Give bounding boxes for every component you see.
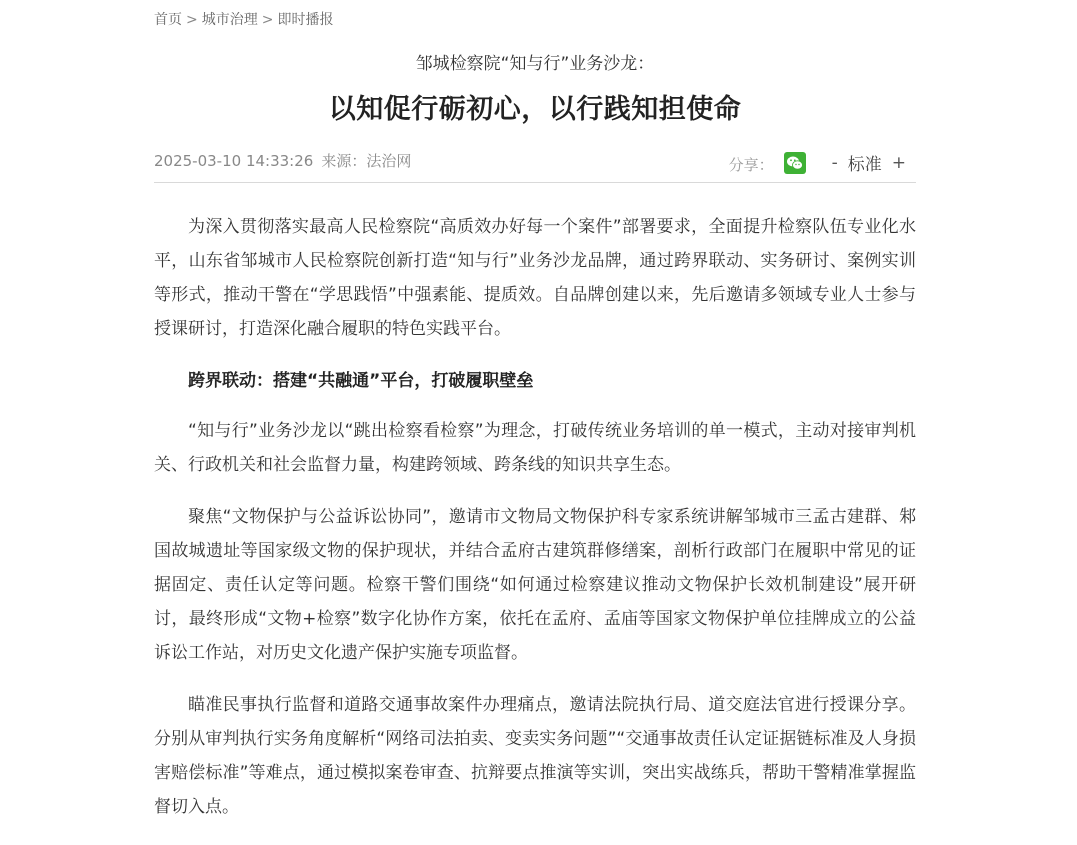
article-source: 来源：法治网 bbox=[321, 152, 412, 170]
breadcrumb bbox=[154, 10, 333, 30]
publish-datetime: 2025-03-10 14:33:26 bbox=[154, 152, 314, 170]
article-section-heading: 跨界联动：搭建“共融通”平台，打破履职壁垒 bbox=[188, 371, 534, 391]
font-size-increase-button[interactable]: + bbox=[891, 152, 906, 173]
article-title: 以知促行砺初心，以行践知担使命 bbox=[328, 94, 742, 125]
breadcrumb-separator: > bbox=[186, 12, 198, 28]
breadcrumb-home-link[interactable]: 首页 bbox=[154, 12, 182, 28]
breadcrumb-instant-news-link[interactable]: 即时播报 bbox=[277, 12, 334, 28]
font-size-label: 标准 bbox=[847, 155, 882, 175]
article-body bbox=[154, 210, 916, 842]
article-paragraph: 聚焦“文物保护与公益诉讼协同”，邀请市文物局文物保护科专家系统讲解邹城市三孟古建群、邾国故城遗址等国家级文物的保护现状，并结合孟府古建筑群修缮案，剖析行政部门在履职中常见的证据固定、责任认定等问题。检察干警们围绕“如何通过检察建议推动文物保护长效机制建设”展开研讨，最终形成“文物+检察”数字化协作方案，依托在孟府、孟庙等国家文物保护单位挂牌成立的公益诉讼工作站，对历史文化遗产保护实施专项监督。 bbox=[154, 507, 916, 663]
share-label: 分享： bbox=[728, 155, 774, 174]
wechat-icon[interactable] bbox=[784, 152, 806, 174]
article-subtitle: 邹城检察院“知与行”业务沙龙： bbox=[415, 54, 655, 74]
article-paragraph: “知与行”业务沙龙以“跳出检察看检察”为理念，打破传统业务培训的单一模式，主动对接审判机关、行政机关和社会监督力量，构建跨领域、跨条线的知识共享生态。 bbox=[154, 421, 916, 475]
article-meta-bar bbox=[154, 148, 916, 183]
article-paragraph: 为深入贯彻落实最高人民检察院“高质效办好每一个案件”部署要求，全面提升检察队伍专业化水平，山东省邹城市人民检察院创新打造“知与行”业务沙龙品牌，通过跨界联动、实务研讨、案例实训等形式，推动干警在“学思践悟”中强素能、提质效。自品牌创建以来，先后邀请多领域专业人士参与授课研讨，打造深化融合履职的特色实践平台。 bbox=[154, 217, 916, 339]
breadcrumb-city-governance-link[interactable]: 城市治理 bbox=[201, 12, 258, 28]
article-toolbar bbox=[729, 150, 906, 175]
article-meta-info bbox=[154, 150, 411, 171]
breadcrumb-separator: > bbox=[261, 12, 274, 28]
font-size-decrease-button[interactable]: - bbox=[831, 152, 838, 173]
article-paragraph: 瞄准民事执行监督和道路交通事故案件办理痛点，邀请法院执行局、道交庭法官进行授课分享。分别从审判执行实务角度解析“网络司法拍卖、变卖实务问题”“交通事故责任认定证据链标准及人身损害赔偿标准”等难点，通过模拟案卷审查、抗辩要点推演等实训，突出实战练兵，帮助干警精准掌握监督切入点。 bbox=[154, 695, 916, 817]
